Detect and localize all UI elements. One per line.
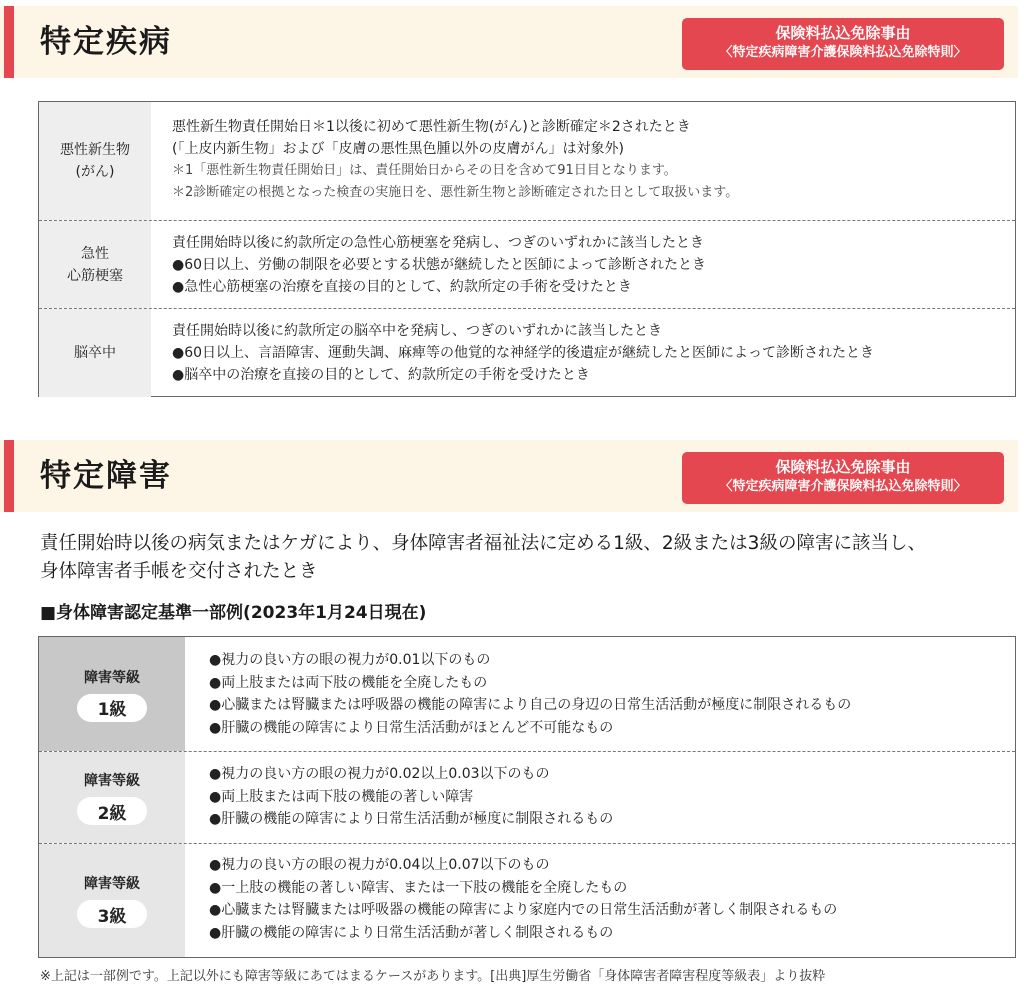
list-item: ●肝臓の機能の障害により日常生活活動が著しく制限されるもの [209,924,614,941]
exemption-badge [682,452,1004,504]
accent-bar [4,6,14,78]
label-text: 脳卒中 [74,345,116,361]
grade-pill: 1級 [77,694,147,722]
footnote-2: ＊2診断確定の根拠となった検査の実施日を、悪性新生物と診断確定された日として取扱います。 [172,185,739,200]
grade-title: 障害等級 [84,669,140,686]
grade-pill: 2級 [77,797,147,825]
accent-bar [4,440,14,512]
grade-row-3 [39,844,1015,957]
badge-line2: 〈特定疾病障害介護保険料払込免除特則〉 [719,45,967,60]
list-item: ●両上肢または両下肢の機能を全廃したもの [209,674,488,691]
list-item: ●心臓または腎臓または呼吸器の機能の障害により自己の身辺の日常生活活動が極度に制限されるもの [209,697,852,713]
table-row-mi [39,221,1015,308]
grade-items [209,637,1007,739]
list-item: ●肝臓の機能の障害により日常生活活動がほとんど不可能なもの [209,719,614,736]
content-line: 責任開始時以後に約款所定の脳卒中を発病し、つぎのいずれかに該当したとき [172,323,662,339]
list-item: ●肝臓の機能の障害により日常生活活動が極度に制限されるもの [209,811,614,827]
list-item: ●一上肢の機能の著しい障害、または一下肢の機能を全廃したもの [209,879,628,896]
badge-line1: 保険料払込免除事由 [775,458,911,476]
grade-pill: 3級 [77,900,147,928]
grade-items [209,752,1007,831]
grade-title: 障害等級 [84,773,140,789]
list-item: ●心臓または腎臓または呼吸器の機能の障害により家庭内での日常生活活動が著しく制限されるもの [209,902,838,918]
source-footnote: ※上記は一部例です。上記以外にも障害等級にあてはまるケースがあります。[出典]厚生労働省「身体障害者障害程度等級表」より抜粋 [40,969,826,984]
row-content [172,309,1007,386]
row-label [39,221,151,308]
disability-intro [40,530,1020,586]
content-line: ●60日以上、言語障害、運動失調、麻痺等の他覚的な神経学的後遺症が継続したと医師によって診断されたとき [172,345,875,361]
grade-items [209,844,1007,944]
section-header-disease [0,6,1018,78]
row-content [172,102,1007,204]
row-label [39,309,151,397]
grade-title: 障害等級 [84,876,140,892]
badge-line2: 〈特定疾病障害介護保険料払込免除特則〉 [719,479,967,494]
section-title: 特定障害 [40,458,172,494]
list-item: ●両上肢または両下肢の機能の著しい障害 [209,788,474,805]
row-content [172,221,1007,298]
exemption-badge [682,18,1004,70]
disease-table [38,101,1016,397]
intro-line: 身体障害者手帳を交付されたとき [40,561,318,582]
label-line2: (がん) [75,164,115,180]
section-header-disability [0,440,1018,512]
content-line: ●急性心筋梗塞の治療を直接の目的として、約款所定の手術を受けたとき [172,279,632,295]
content-line: ●60日以上、労働の制限を必要とする状態が継続したと医師によって診断されたとき [172,257,707,273]
label-line1: 急性 [81,245,109,262]
footnote-1: ＊1「悪性新生物責任開始日」は、責任開始日からその日を含めて91日目となります。 [172,163,677,178]
grade-label [39,844,185,957]
section-title: 特定疾病 [40,24,172,60]
grade-label [39,752,185,843]
table-row-cancer [39,102,1015,220]
grade-row-2 [39,752,1015,843]
content-line: ●脳卒中の治療を直接の目的として、約款所定の手術を受けたとき [172,367,590,383]
list-item: ●視力の良い方の眼の視力が0.02以上0.03以下のもの [209,766,550,782]
label-line2: 心筋梗塞 [67,267,123,284]
table-row-stroke [39,309,1015,397]
label-line1: 悪性新生物 [60,142,130,158]
grade-label [39,637,185,751]
content-line: 責任開始時以後に約款所定の急性心筋梗塞を発病し、つぎのいずれかに該当したとき [172,235,704,251]
grade-row-1 [39,637,1015,751]
intro-line: 責任開始時以後の病気またはケガにより、身体障害者福祉法に定める1級、2級または3級の障害に該当し、 [40,533,926,554]
criteria-heading: ■身体障害認定基準一部例(2023年1月24日現在) [40,603,427,623]
list-item: ●視力の良い方の眼の視力が0.01以下のもの [209,652,491,668]
row-label [39,102,151,220]
list-item: ●視力の良い方の眼の視力が0.04以上0.07以下のもの [209,857,550,873]
badge-line1: 保険料払込免除事由 [775,24,911,42]
disability-grade-table [38,636,1016,958]
content-line: (「上皮内新生物」および「皮膚の悪性黒色腫以外の皮膚がん」は対象外) [172,141,624,157]
content-line: 悪性新生物責任開始日＊1以後に初めて悪性新生物(がん)と診断確定＊2されたとき [172,119,691,135]
